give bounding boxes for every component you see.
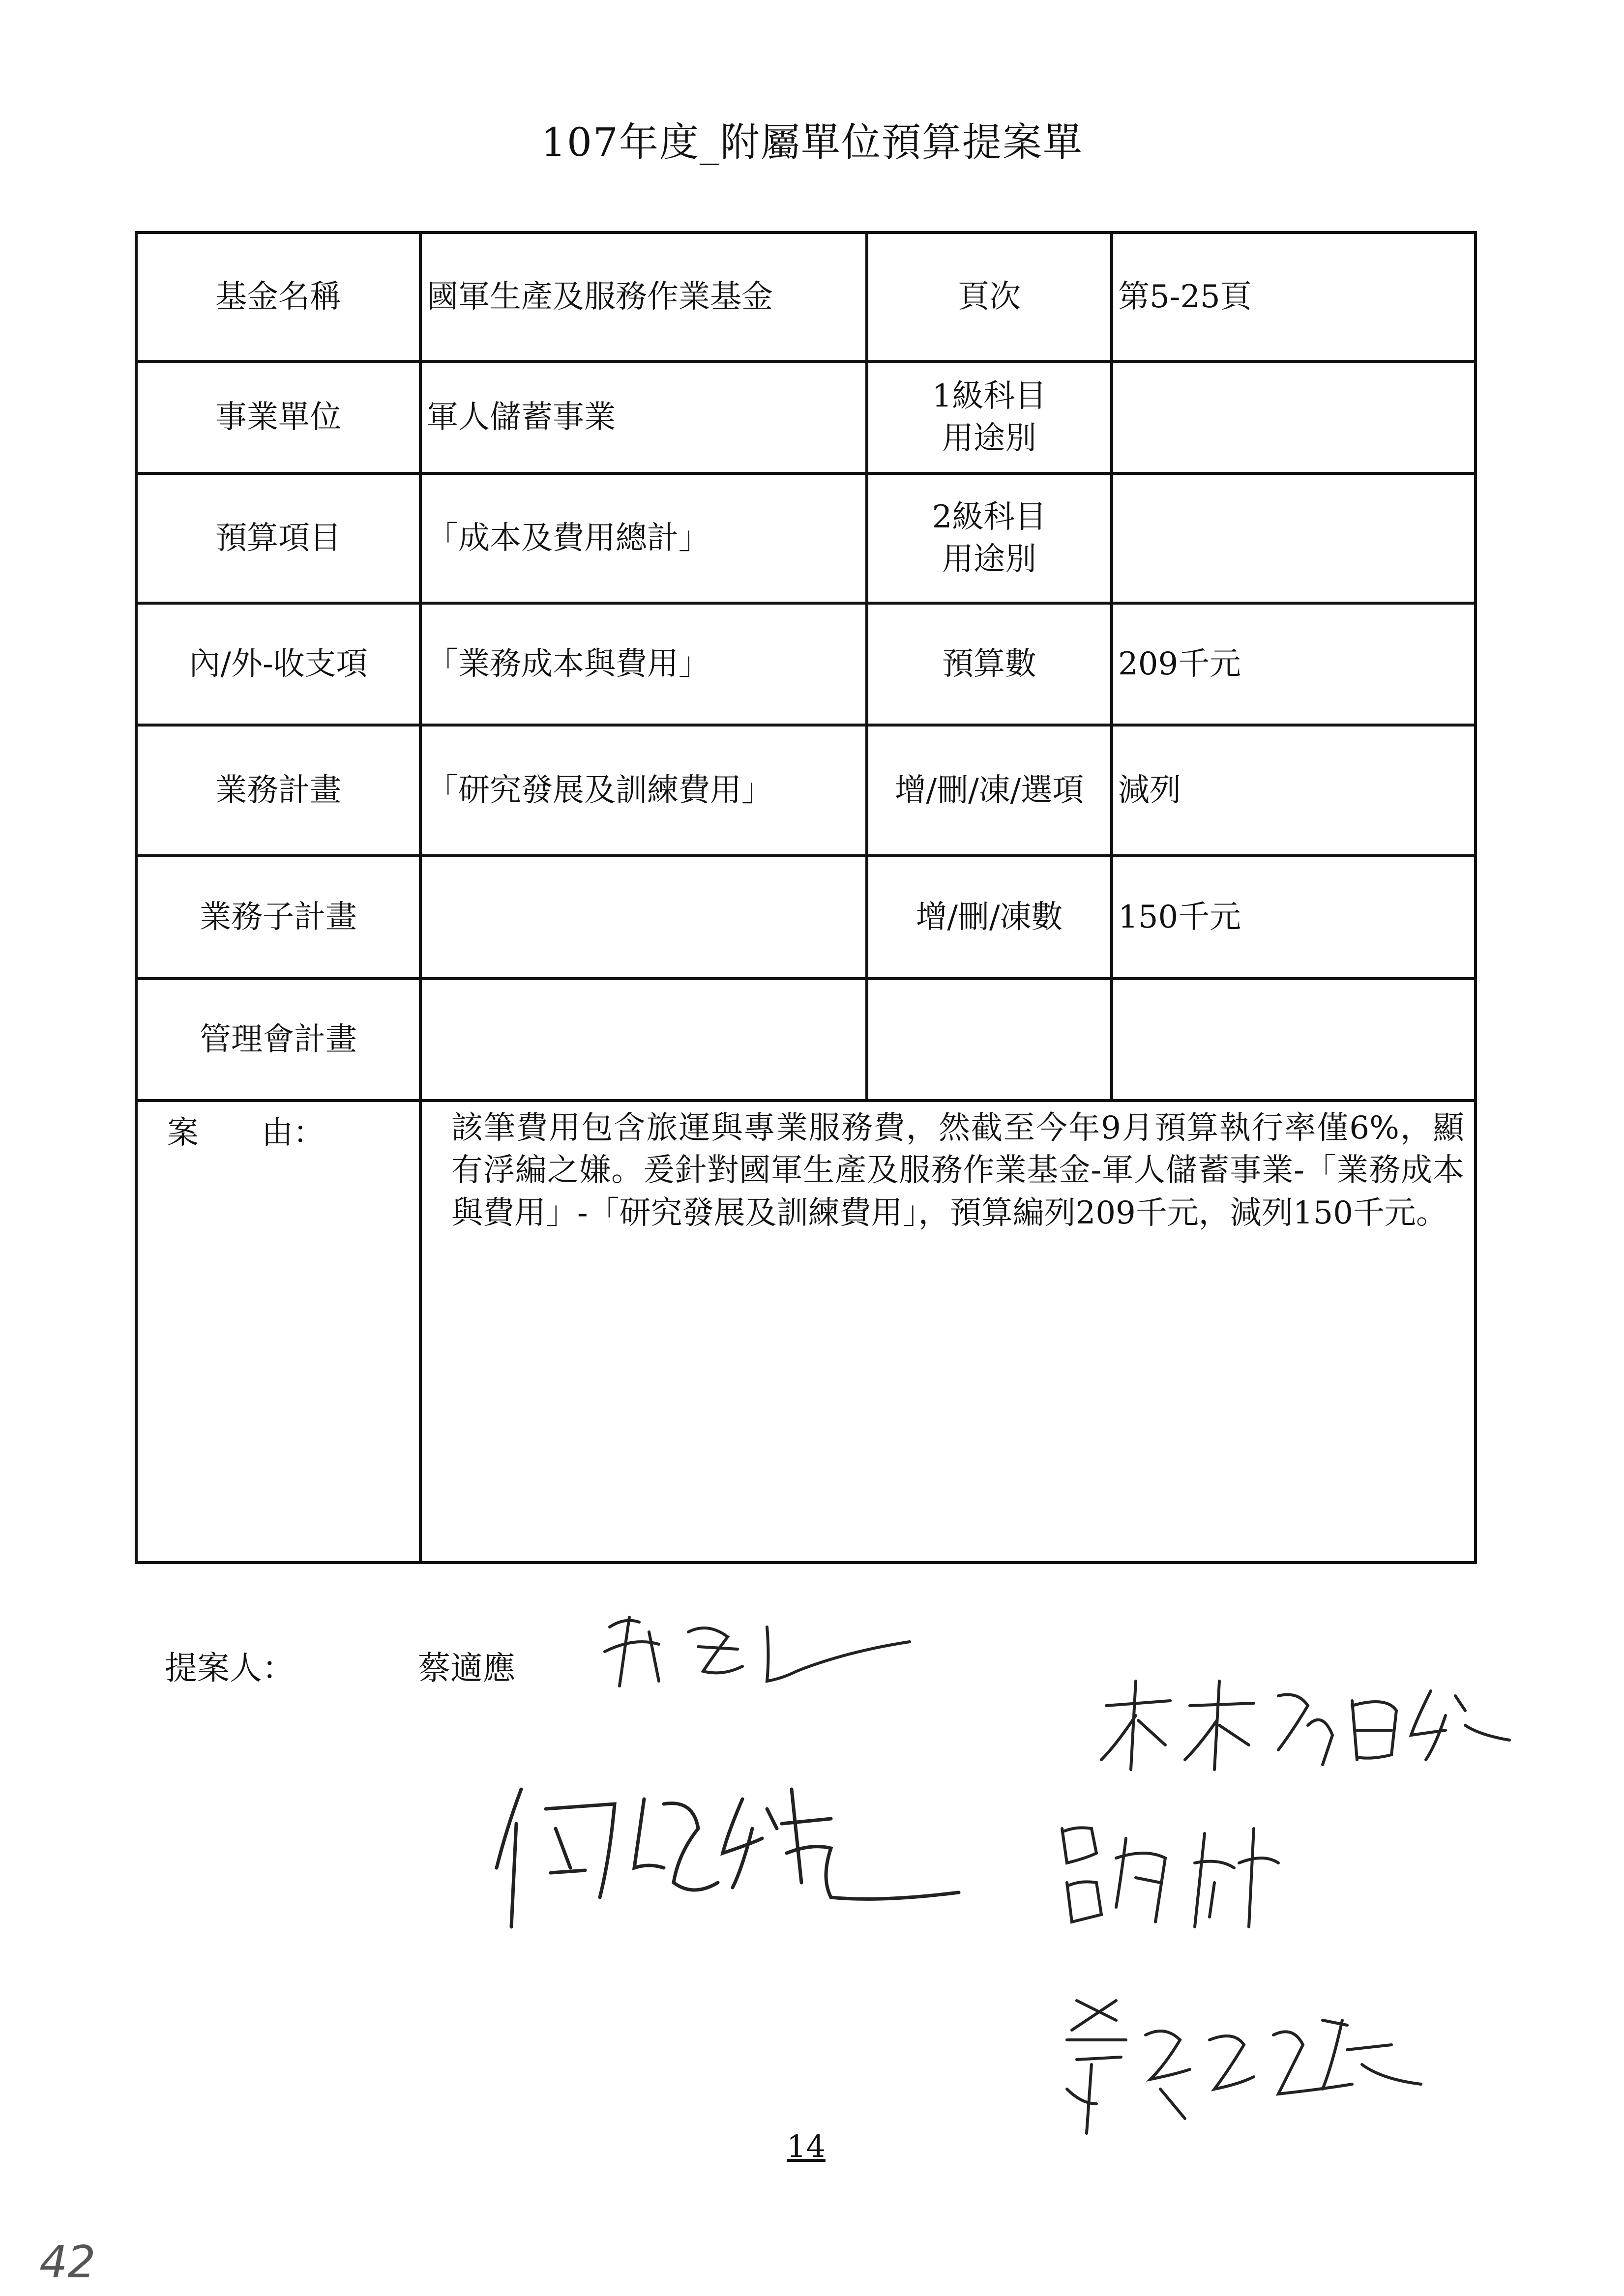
signature-lin-changzuo	[1092, 1661, 1524, 1789]
form-row-budget-item	[136, 473, 1476, 603]
page-number: 14	[787, 2128, 826, 2164]
label-action-amount: 增/刪/凍數	[867, 856, 1112, 979]
label-fund-name: 基金名稱	[136, 233, 420, 361]
form-row-reason	[136, 1101, 1476, 1563]
corner-mark: 42	[39, 2237, 96, 2288]
label-management-plan: 管理會計畫	[136, 979, 420, 1101]
form-row-management-plan	[136, 979, 1476, 1101]
form-row-business-unit	[136, 361, 1476, 473]
label-page: 頁次	[867, 233, 1112, 361]
label-budget-amount: 預算數	[867, 603, 1112, 725]
value-sub-plan	[420, 856, 867, 979]
label-level1-subject: 1級科目 用途別	[867, 361, 1112, 473]
signature-he-xinchun	[487, 1770, 988, 1937]
value-management-plan	[420, 979, 867, 1101]
label-income-expense: 內/外-收支項	[136, 603, 420, 725]
value-business-plan: 「研究發展及訓練費用」	[420, 725, 867, 856]
value-fund-name: 國軍生產及服務作業基金	[420, 233, 867, 361]
label-business-plan: 業務計畫	[136, 725, 420, 856]
proposal-form-table	[135, 231, 1477, 1564]
proposer-label: 提案人：	[165, 1649, 295, 1687]
form-row-fund-name	[136, 233, 1476, 361]
signature-xu-zhijie	[1047, 1991, 1450, 2138]
signature-lu-sunling	[1047, 1809, 1293, 1937]
value-business-unit: 軍人儲蓄事業	[420, 361, 867, 473]
label-level2-subject: 2級科目 用途別	[867, 473, 1112, 603]
label-sub-plan: 業務子計畫	[136, 856, 420, 979]
form-row-sub-plan	[136, 856, 1476, 979]
label-business-unit: 事業單位	[136, 361, 420, 473]
value-level2-subject	[1112, 473, 1476, 603]
document-title: 107年度_附屬單位預算提案單	[541, 119, 1083, 165]
form-row-business-plan	[136, 725, 1476, 856]
label-reason: 案 由：	[136, 1101, 420, 1563]
value-budget-item: 「成本及費用總計」	[420, 473, 867, 603]
label-action-option: 增/刪/凍/選項	[867, 725, 1112, 856]
proposer-name: 蔡適應	[418, 1649, 515, 1687]
value-income-expense: 「業務成本與費用」	[420, 603, 867, 725]
reason-text: 該筆費用包含旅運與專業服務費，然截至今年9月預算執行率僅6%，顯有浮編之嫌。爰針對國軍生產及服務作業基金-軍人儲蓄事業-「業務成本與費用」-「研究發展及訓練費用」，預算編列209千元，減列150千元。	[420, 1101, 1476, 1563]
form-row-income-expense	[136, 603, 1476, 725]
value-budget-amount: 209千元	[1112, 603, 1476, 725]
value-action-amount: 150千元	[1112, 856, 1476, 979]
value-page: 第5-25頁	[1112, 233, 1476, 361]
label-budget-item: 預算項目	[136, 473, 420, 603]
value-empty	[1112, 979, 1476, 1101]
value-level1-subject	[1112, 361, 1476, 473]
label-empty	[867, 979, 1112, 1101]
value-action-option: 減列	[1112, 725, 1476, 856]
signature-cai-shiying	[590, 1598, 934, 1706]
